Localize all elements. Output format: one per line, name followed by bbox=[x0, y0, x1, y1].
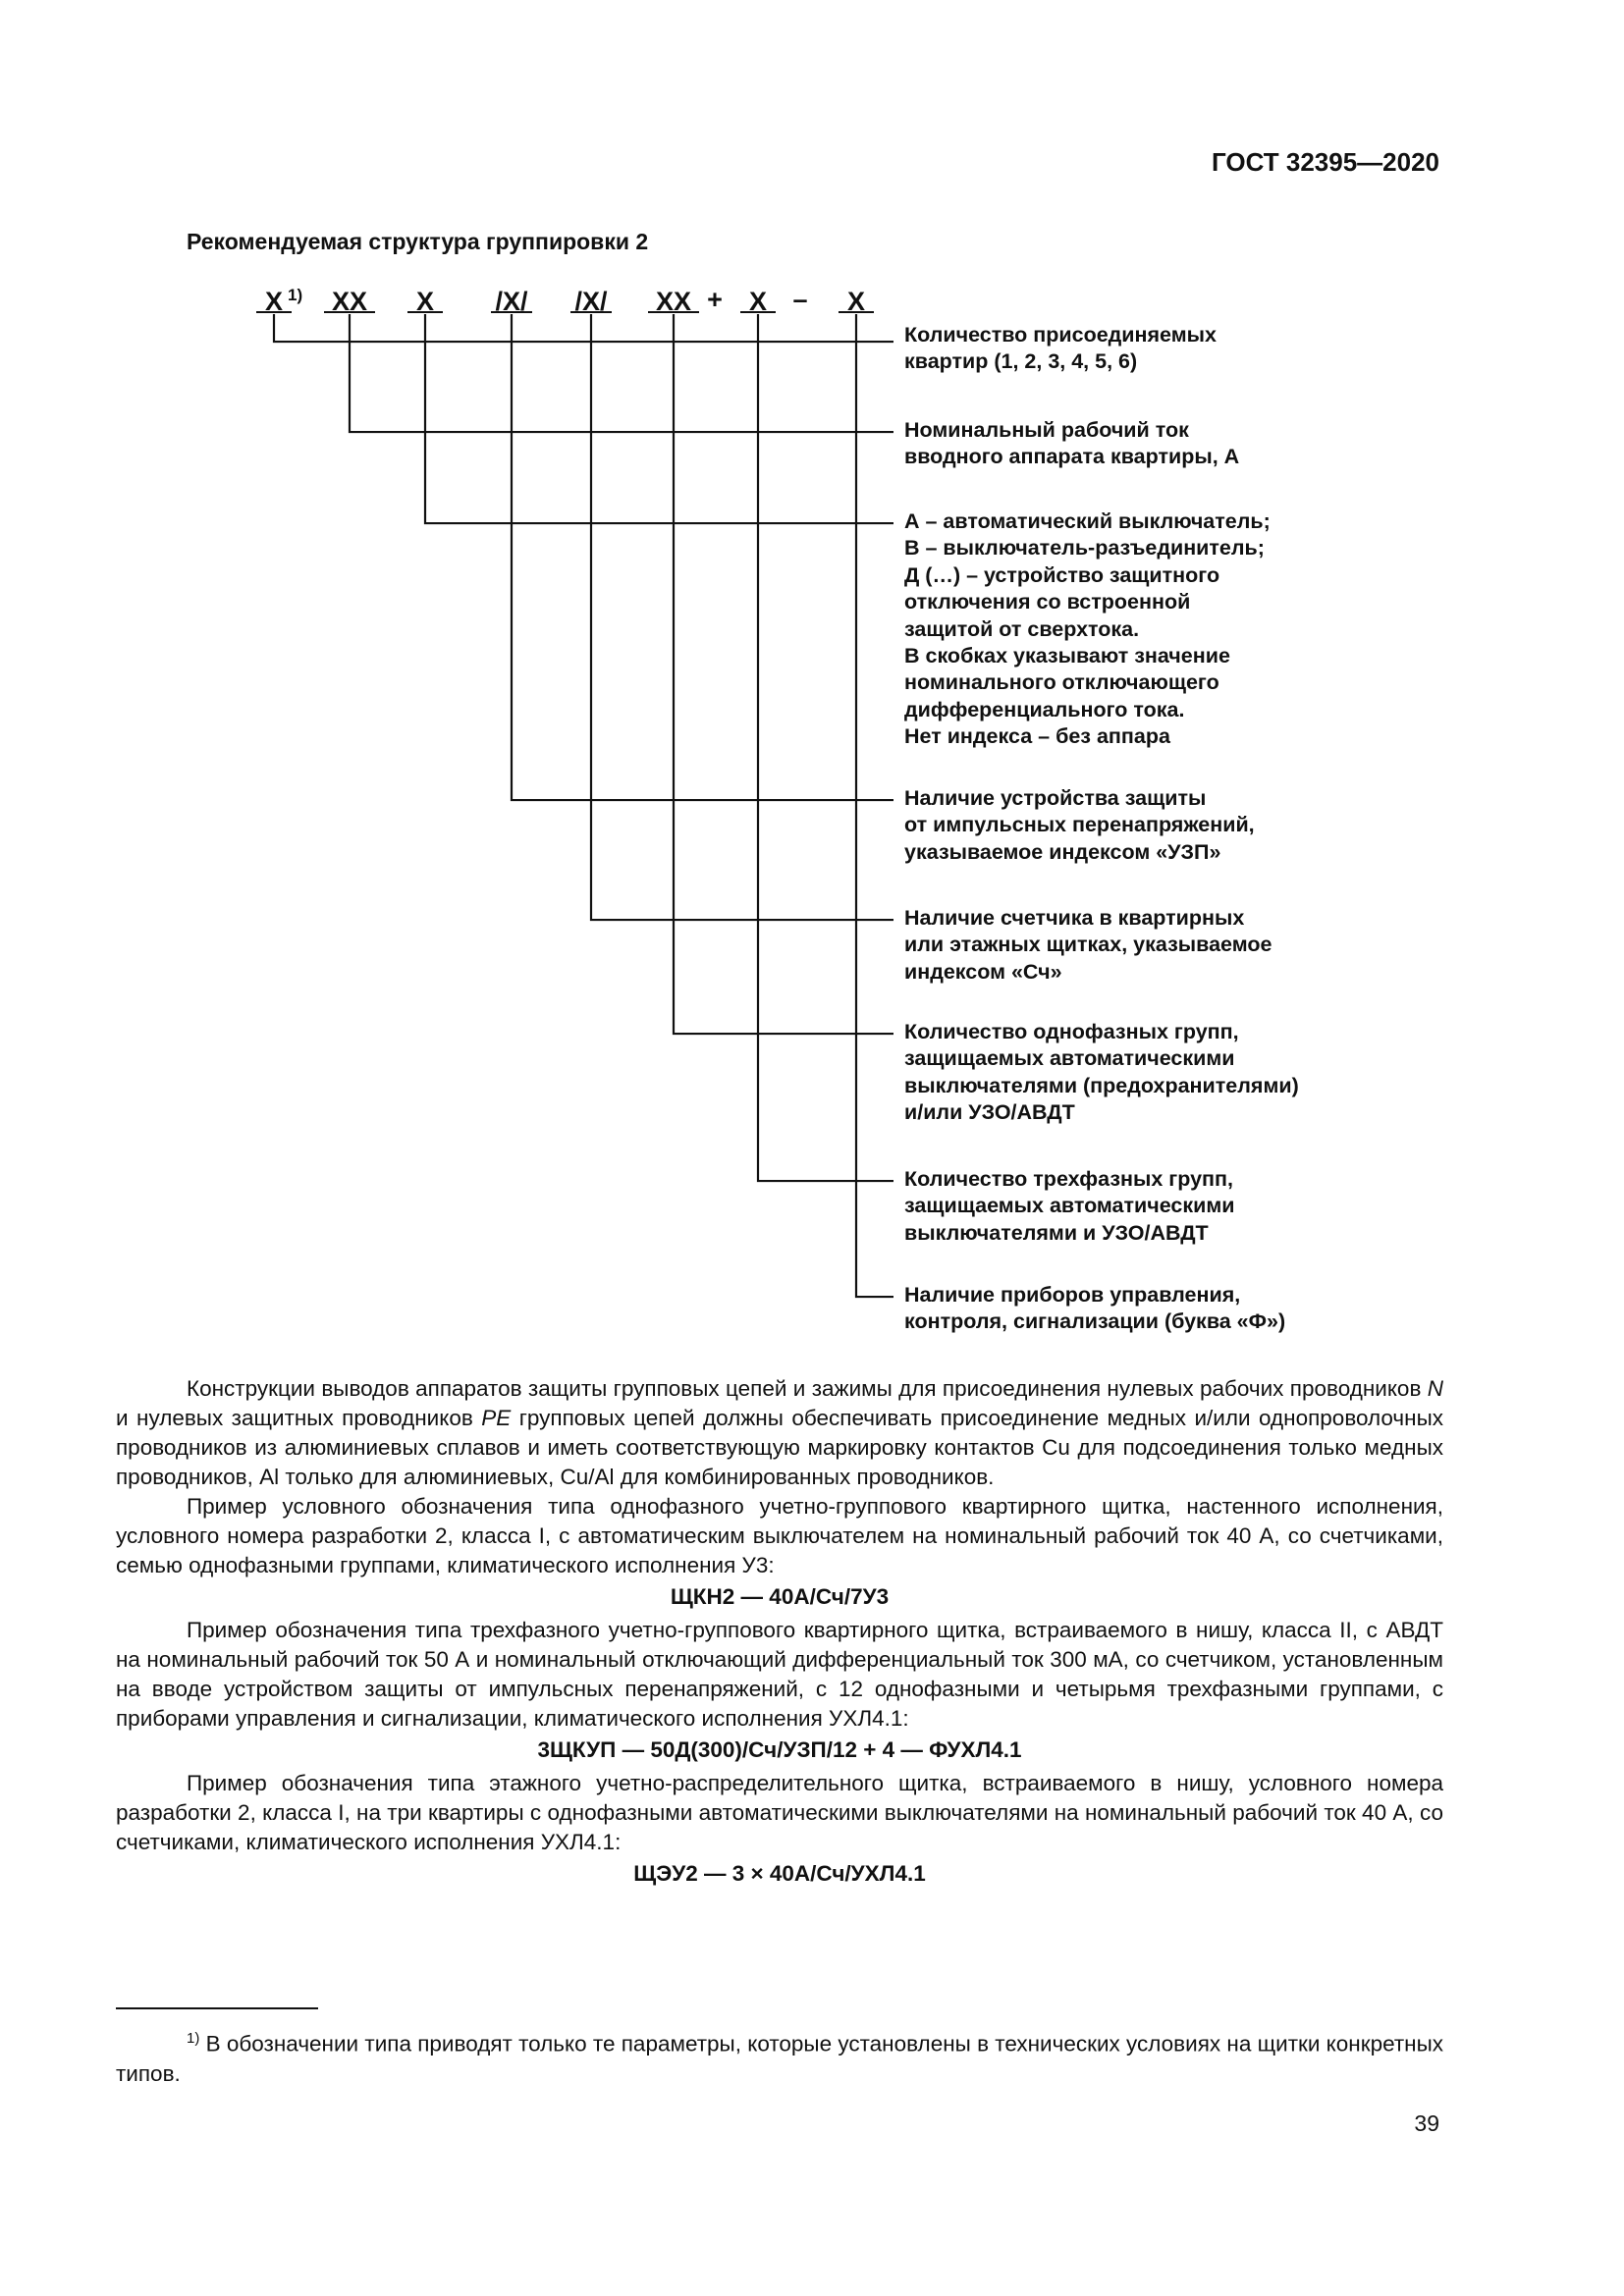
connector-line bbox=[591, 314, 893, 920]
designation-example-1: ЩКН2 — 40А/Сч/7У3 bbox=[670, 1584, 890, 1609]
legend-line: от импульсных перенапряжений, bbox=[904, 813, 1255, 837]
legend-entry bbox=[904, 1166, 1415, 1247]
legend-line: выключателями и УЗО/АВДТ bbox=[904, 1220, 1209, 1245]
paragraph-example-1: Пример условного обозначения типа однофазного учетно-группового квартирного щитка, настенного исполнения, условного номера разработки 2, класса I, с автоматическим выключателем на номинальный рабочий ток 40 А, со счетчиками, семью однофазными группами, климатического исполнения У3: bbox=[116, 1494, 1443, 1577]
legend-line: А – автоматический выключатель; bbox=[904, 509, 1271, 533]
legend-line: Количество присоединяемых bbox=[904, 323, 1217, 347]
connector-line bbox=[350, 314, 893, 432]
code-item: ХХ bbox=[655, 287, 692, 316]
legend-entry bbox=[904, 785, 1415, 866]
legend-entry bbox=[904, 1019, 1415, 1127]
legend-line: номинального отключающего bbox=[904, 670, 1219, 695]
legend-line: защищаемых автоматическими bbox=[904, 1046, 1235, 1071]
legend-entry bbox=[904, 508, 1415, 751]
legend-entry bbox=[904, 322, 1415, 376]
code-item: Х bbox=[264, 287, 284, 316]
text-run: и нулевых защитных проводников bbox=[116, 1406, 482, 1430]
legend-line: защищаемых автоматическими bbox=[904, 1194, 1235, 1218]
legend-line: Количество однофазных групп, bbox=[904, 1020, 1239, 1043]
code-item: Х bbox=[748, 287, 768, 316]
designation-example-2: 3ЩКУП — 50Д(300)/Сч/УЗП/12 + 4 — ФУХЛ4.1 bbox=[537, 1737, 1022, 1762]
legend-line: квартир (1, 2, 3, 4, 5, 6) bbox=[904, 349, 1138, 374]
text-run: групповых цепей должны обеспечивать присоединение медных и/или однопроволочных проводников из алюминиевых сплавов и иметь соответствующую маркировку контактов Cu для подсоединения только медных проводников, Al только для алюминиевых, Cu/Al для комбинированных проводников. bbox=[116, 1406, 1444, 1489]
document-header: ГОСТ 32395—2020 bbox=[1212, 147, 1439, 177]
legend-entry bbox=[904, 905, 1415, 986]
page-number: 39 bbox=[1414, 2110, 1439, 2136]
italic-symbol-pe: РЕ bbox=[481, 1406, 512, 1430]
legend-line: Д (…) – устройство защитного bbox=[904, 562, 1220, 587]
legend-line: защитой от сверхтока. bbox=[904, 616, 1140, 641]
legend-line: или этажных щитках, указываемое bbox=[904, 933, 1272, 957]
paragraph-example-2: Пример обозначения типа трехфазного учетно-группового квартирного щитка, встраиваемого в нишу, класса II, с АВДТ на номинальный рабочий ток 50 А и номинальный отключающий дифференциальный ток 300 мА, со счетчиком, установленным на вводе устройством защиты от импульсных перенапряжений, с 12 однофазными и четырьмя трехфазными группами, с приборами управления и сигнализации, климатического исполнения УХЛ4.1: bbox=[116, 1618, 1443, 1731]
legend-line: Наличие устройства защиты bbox=[904, 786, 1207, 810]
footnote-separator bbox=[116, 2007, 318, 2009]
connector-line bbox=[674, 314, 893, 1034]
body-text bbox=[116, 1374, 1443, 1893]
text-run: Конструкции выводов аппаратов защиты групповых цепей и зажимы для присоединения нулевых рабочих проводников bbox=[187, 1376, 1428, 1401]
legend-line: указываемое индексом «УЗП» bbox=[904, 839, 1221, 864]
connector-line bbox=[274, 314, 893, 342]
footnote-text: В обозначении типа приводят только те параметры, которые установлены в технических условиях на щитки конкретных типов. bbox=[116, 2031, 1443, 2086]
code-line bbox=[256, 285, 874, 316]
legend-line: В – выключатель-разъединитель; bbox=[904, 536, 1265, 561]
section-title: Рекомендуемая структура группировки 2 bbox=[187, 229, 649, 254]
legend-line: индексом «Сч» bbox=[904, 959, 1062, 984]
legend-line: Номинальный рабочий ток bbox=[904, 418, 1189, 442]
legend-line: дифференциального тока. bbox=[904, 697, 1185, 721]
code-item: /Х/ bbox=[495, 287, 528, 316]
footnote-ref: 1) bbox=[288, 286, 303, 304]
paragraph-terminals bbox=[116, 1374, 1443, 1492]
connector-line bbox=[758, 314, 893, 1181]
designation-example-3: ЩЭУ2 — 3 × 40А/Сч/УХЛ4.1 bbox=[633, 1861, 926, 1886]
legend-line: отключения со встроенной bbox=[904, 590, 1191, 614]
code-item: /Х/ bbox=[574, 287, 608, 316]
legend-line: Наличие приборов управления, bbox=[904, 1283, 1241, 1307]
legend-line: В скобках указывают значение bbox=[904, 644, 1230, 668]
legend-line: выключателями (предохранителями) bbox=[904, 1073, 1299, 1097]
connector-line bbox=[425, 314, 893, 523]
footnote bbox=[116, 2024, 1443, 2089]
legend-entry bbox=[904, 417, 1415, 471]
legend-line: Количество трехфазных групп, bbox=[904, 1167, 1233, 1191]
legend-line: вводного аппарата квартиры, А bbox=[904, 445, 1240, 469]
code-separator: – bbox=[792, 285, 808, 314]
legend-line: контроля, сигнализации (буква «Ф») bbox=[904, 1309, 1286, 1334]
italic-symbol-n: N bbox=[1427, 1376, 1443, 1401]
code-separator: + bbox=[707, 285, 723, 314]
connector-lines bbox=[274, 314, 893, 1297]
code-item: Х bbox=[846, 287, 866, 316]
code-item: Х bbox=[415, 287, 435, 316]
paragraph-example-3: Пример обозначения типа этажного учетно-распределительного щитка, встраиваемого в нишу, условного номера разработки 2, класса I, на три квартиры с однофазными автоматическими выключателями на номинальный рабочий ток 40 А, со счетчиками, климатического исполнения УХЛ4.1: bbox=[116, 1771, 1443, 1854]
connector-line bbox=[512, 314, 893, 800]
legend-line: и/или УЗО/АВДТ bbox=[904, 1100, 1075, 1125]
footnote-marker: 1) bbox=[187, 2030, 200, 2047]
connector-line bbox=[856, 314, 893, 1297]
legend-line: Нет индекса – без аппара bbox=[904, 724, 1170, 749]
code-item: ХХ bbox=[331, 287, 368, 316]
legend-entry bbox=[904, 1282, 1415, 1336]
legend-line: Наличие счетчика в квартирных bbox=[904, 906, 1245, 930]
